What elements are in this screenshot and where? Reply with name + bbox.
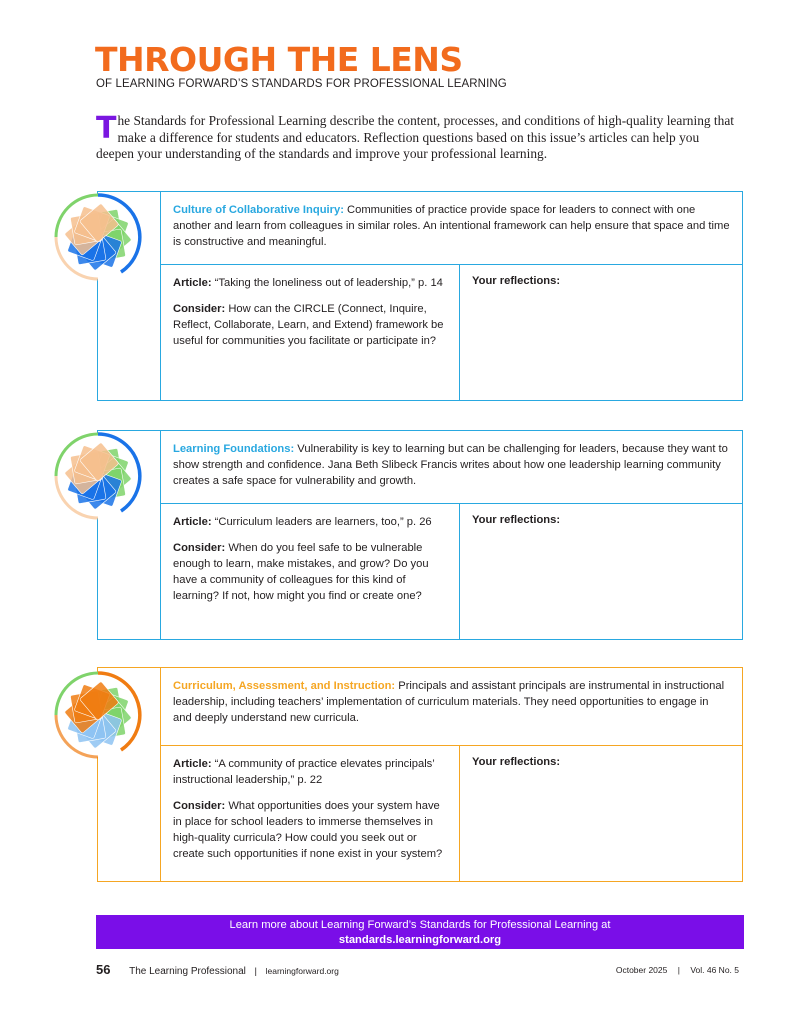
standard-description (161, 192, 742, 265)
consider-question: When do you feel safe to be vulnerable enough to learn, make mistakes, and grow? Do you have a community of colleagues for this kind of learning? If not, how might you find or create one? (173, 542, 429, 602)
article-label: Article: (173, 516, 212, 528)
standard-description (161, 431, 742, 504)
issue-date: October 2025 (615, 965, 668, 975)
consider-question: What opportunities does your system have in place for school leaders to immerse themselves in high-quality curricula? How could you seek out or create such opportunities if none exist in your system? (173, 800, 443, 860)
article-cell (161, 504, 460, 639)
reflections-cell[interactable] (460, 265, 742, 400)
intro-text: he Standards for Professional Learning describe the content, processes, and conditions of high-quality learning that make a difference for students and educators. Reflection questions based on this issue’s articles can help you deepen your understanding of the standards and improve your professional learning. (96, 113, 735, 161)
consider-label: Consider: (173, 800, 226, 812)
footer-left: 56 The Learning Professional | learningforward.org (96, 962, 339, 977)
page-subtitle: OF LEARNING FORWARD’S STANDARDS FOR PROFESSIONAL LEARNING (96, 78, 507, 90)
footer-right: October 2025 | Vol. 46 No. 5 (615, 965, 739, 975)
description-text: Communities of practice provide space for leaders to connect with one another and learn from colleagues in similar roles. An intentional framework can help ensure that space and time is constructive and meaningful. (173, 204, 730, 248)
consider-question: How can the CIRCLE (Connect, Inquire, Reflect, Collaborate, Learn, and Extend) framework be useful for communities you facilitate or participate in? (173, 303, 444, 347)
description-text: Principals and assistant principals are instrumental in instructional leadership, including teachers’ implementation of curriculum materials. They need opportunities to engage in and deeply understand new curricula. (173, 680, 725, 724)
reflections-cell[interactable] (460, 504, 742, 639)
reflections-label: Your reflections: (472, 514, 561, 526)
standard-box (97, 191, 743, 401)
drop-cap: T (96, 111, 117, 146)
banner-text: Learn more about Learning Forward’s Standards for Professional Learning at (229, 919, 611, 931)
article-title: “Taking the loneliness out of leadership,” p. 14 (211, 277, 443, 289)
standard-name: Curriculum, Assessment, and Instruction: (173, 680, 396, 692)
standard-box (97, 667, 743, 882)
footer-site[interactable]: learningforward.org (265, 966, 339, 976)
standard-name: Culture of Collaborative Inquiry: (173, 204, 344, 216)
standards-wheel-icon (53, 670, 143, 760)
publication-name: The Learning Professional (129, 966, 246, 977)
description-text: Vulnerability is key to learning but can be challenging for leaders, because they want to show strength and confidence. Jana Beth Slibeck Francis writes about how one leadership learning community creates a safe space for vulnerability and growth. (173, 443, 728, 487)
article-title: “A community of practice elevates principals’ instructional leadership,” p. 22 (173, 758, 435, 786)
reflections-label: Your reflections: (472, 275, 561, 287)
consider-label: Consider: (173, 542, 226, 554)
page-title: THROUGH THE LENS (95, 40, 463, 79)
article-label: Article: (173, 277, 212, 289)
page-number: 56 (96, 962, 111, 977)
article-cell (161, 265, 460, 400)
article-cell (161, 746, 460, 881)
standards-wheel-icon (53, 192, 143, 282)
standard-box (97, 430, 743, 640)
standard-description (161, 668, 742, 746)
reflections-label: Your reflections: (472, 756, 561, 768)
standards-banner (96, 915, 744, 949)
issue-volume: Vol. 46 No. 5 (690, 965, 739, 975)
standards-wheel-icon (53, 431, 143, 521)
reflections-cell[interactable] (460, 746, 742, 881)
intro-paragraph (96, 113, 736, 163)
article-title: “Curriculum leaders are learners, too,” p. 26 (211, 516, 432, 528)
consider-label: Consider: (173, 303, 226, 315)
article-label: Article: (173, 758, 212, 770)
standards-link[interactable]: standards.learningforward.org (338, 934, 502, 946)
standard-name: Learning Foundations: (173, 443, 295, 455)
